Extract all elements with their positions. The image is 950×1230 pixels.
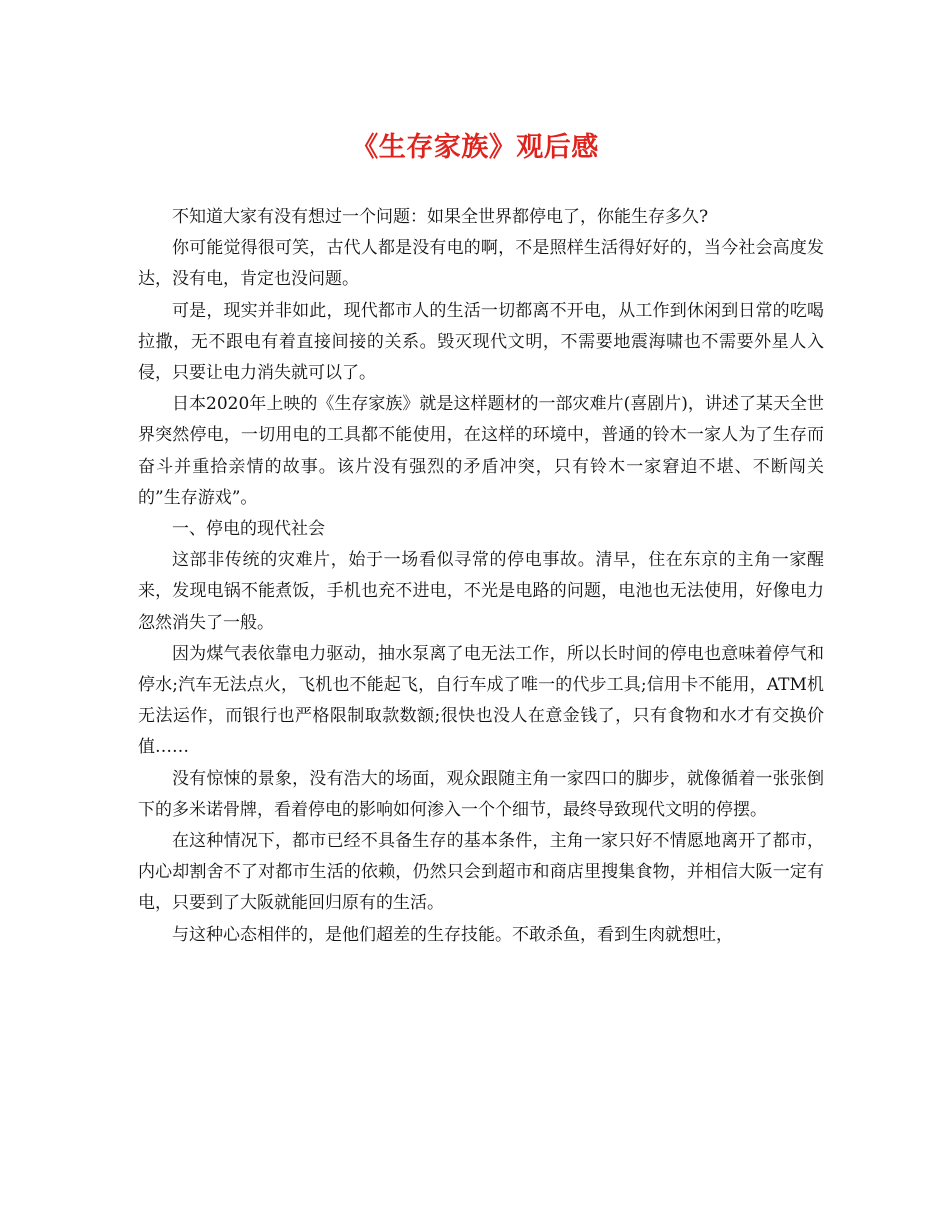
- paragraph-1: 不知道大家有没有想过一个问题：如果全世界都停电了，你能生存多久?: [172, 207, 709, 227]
- document-body: [138, 202, 824, 951]
- paragraph-3: 可是，现实并非如此，现代都市人的生活一切都离不开电，从工作到休闲到日常的吃喝拉撒，无不跟电有着直接间接的关系。毁灭现代文明，不需要地震海啸也不需要外星人入侵，只要让电力消失就可以了。: [138, 300, 824, 384]
- paragraph-9: 与这种心态相伴的，是他们超差的生存技能。不敢杀鱼，看到生肉就想吐，: [172, 924, 733, 945]
- section-heading-1: 一、停电的现代社会: [172, 519, 325, 540]
- paragraph-6: 因为煤气表依靠电力驱动，抽水泵离了电无法工作，所以长时间的停电也意味着停气和停水;汽车无法点火，飞机也不能起飞，自行车成了唯一的代步工具;信用卡不能用，ATM机无法运作，而银行也严格限制取款数额;很快也没人在意金钱了，只有食物和水才有交换价值……: [138, 643, 824, 758]
- paragraph-5: 这部非传统的灾难片，始于一场看似寻常的停电事故。清早，住在东京的主角一家醒来，发现电锅不能煮饭，手机也充不进电，不光是电路的问题，电池也无法使用，好像电力忽然消失了一般。: [138, 550, 824, 633]
- paragraph-8: 在这种情况下，都市已经不具备生存的基本条件，主角一家只好不情愿地离开了都市，内心却割舍不了对都市生活的依赖，仍然只会到超市和商店里搜集食物，并相信大阪一定有电，只要到了大阪就能回归原有的生活。: [138, 831, 824, 914]
- paragraph-2: 你可能觉得很可笑，古代人都是没有电的啊，不是照样生活得好好的，当今社会高度发达，没有电，肯定也没问题。: [138, 238, 824, 290]
- document-title: 《生存家族》观后感: [351, 132, 599, 163]
- paragraph-7: 没有惊悚的景象，没有浩大的场面，观众跟随主角一家四口的脚步，就像循着一张张倒下的多米诺骨牌，看着停电的影响如何渗入一个个细节，最终导致现代文明的停摆。: [138, 768, 824, 820]
- paragraph-4: 日本2020年上映的《生存家族》就是这样题材的一部灾难片(喜剧片)，讲述了某天全世界突然停电，一切用电的工具都不能使用，在这样的环境中，普通的铃木一家人为了生存而奋斗并重拾亲情的故事。该片没有强烈的矛盾冲突，只有铃木一家窘迫不堪、不断闯关的”生存游戏”。: [138, 394, 824, 508]
